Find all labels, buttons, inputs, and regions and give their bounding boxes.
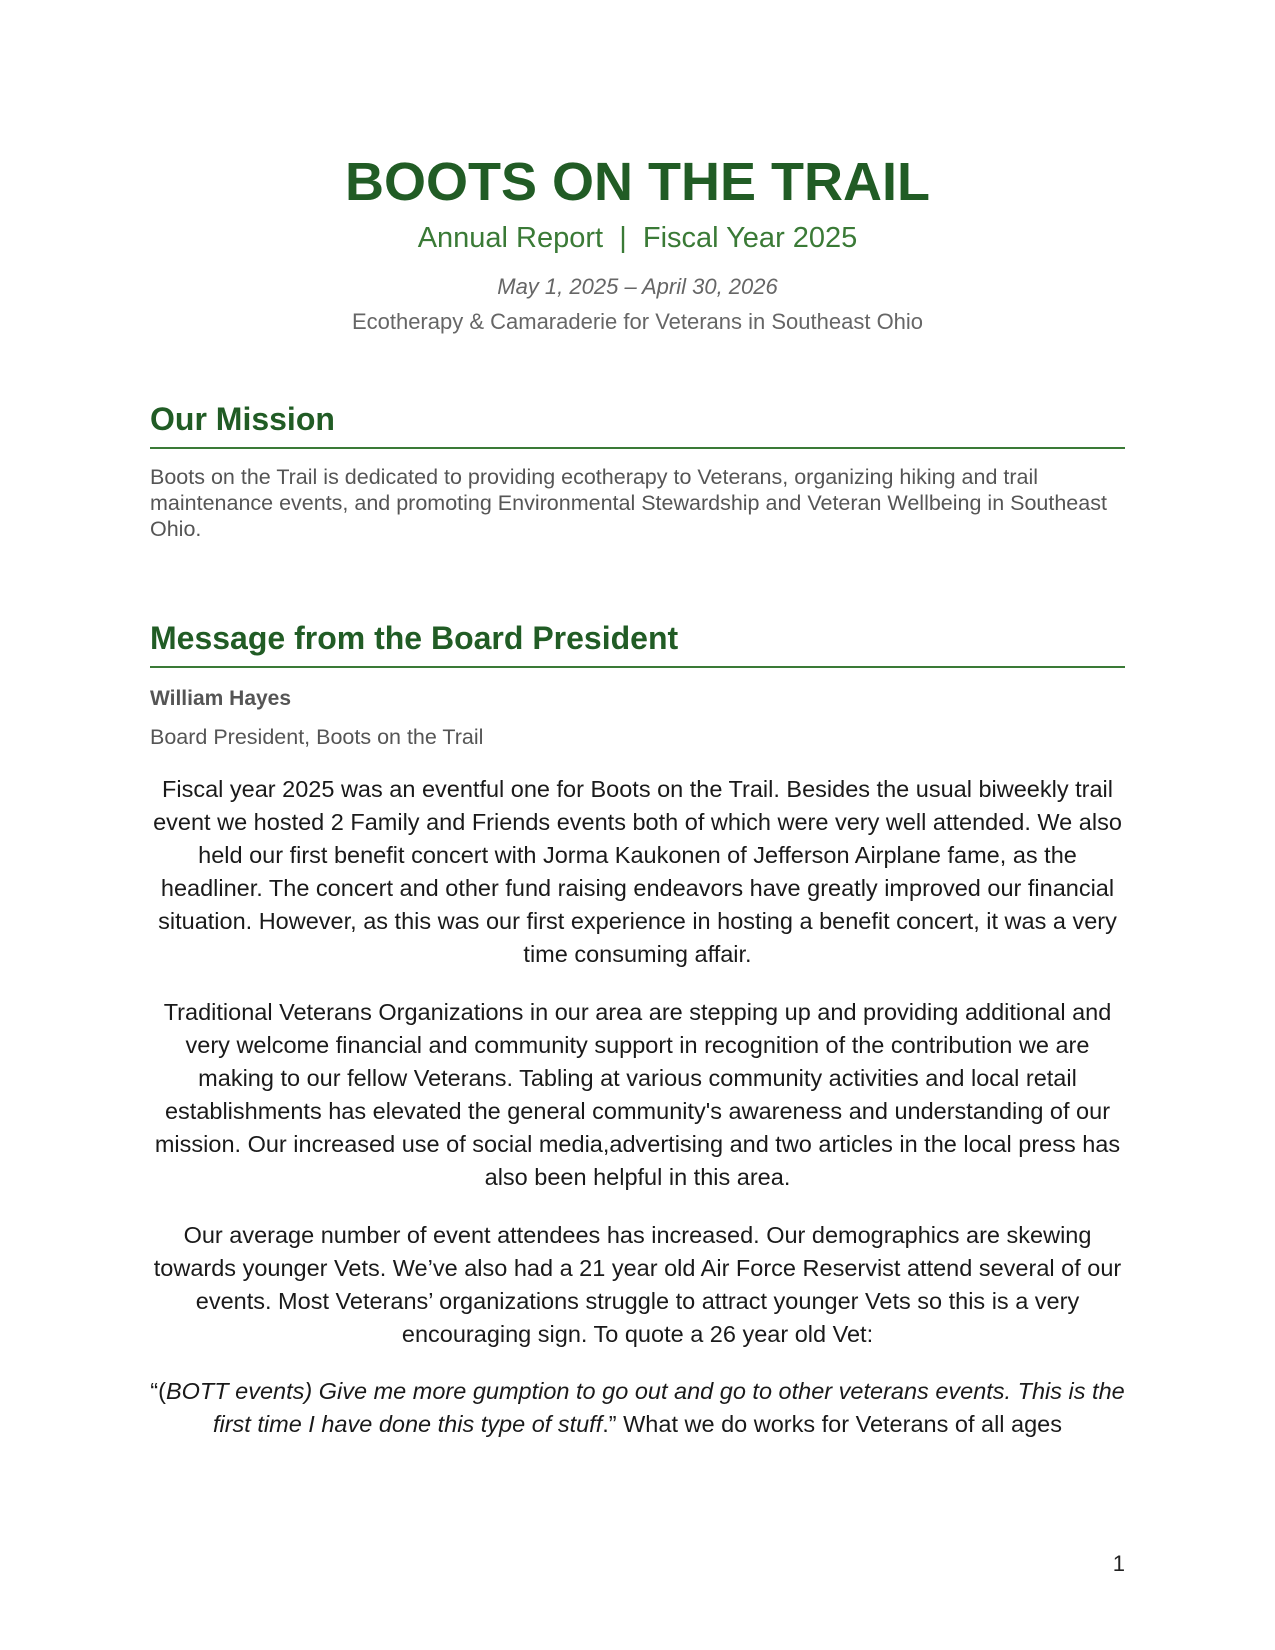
veteran-quote: BOTT events) Give me more gumption to go out and go to other veterans events. This is the first time I have done this type of stuff: [165, 1378, 1125, 1437]
report-subtitle: Annual Report | Fiscal Year 2025: [417, 222, 858, 254]
letter-paragraph-3: Our average number of event attendees has increased. Our demographics are skewing towards younger Vets. We’ve also had a 21 year old Air Force Reservist attend several of our events. Most Veterans’ organizations struggle to attract younger Vets so this is a very encouraging sign. To quote a 26 year old Vet:: [153, 1222, 1122, 1347]
quote-close: .” What we do works for Veterans of all ages: [602, 1411, 1062, 1437]
letter-paragraph-2: Traditional Veterans Organizations in our area are stepping up and providing additional and very welcome financial and community support in recognition of the contribution we are making to our fellow Veterans. Tabling at various community activities and local retail establishments has elevated the general community's awareness and understanding of our mission. Our increased use of social media,advertising and two articles in the local press has also been helpful in this area.: [154, 999, 1121, 1190]
fiscal-period-dates: May 1, 2025 – April 30, 2026: [497, 274, 778, 299]
letter-quote-paragraph: [150, 1375, 1125, 1441]
author-title: Board President, Boots on the Trail: [150, 725, 484, 749]
mission-text: Boots on the Trail is dedicated to providing ecotherapy to Veterans, organizing hiking and trail maintenance events, and promoting Environmental Stewardship and Veteran Wellbeing in Southeast Ohio.: [150, 465, 1107, 541]
quote-open: “(: [150, 1378, 166, 1404]
letter-paragraph-1: Fiscal year 2025 was an eventful one for Boots on the Trail. Besides the usual biweekly trail event we hosted 2 Family and Friends events both of which were very well attended. We also held our first benefit concert with Jorma Kaukonen of Jefferson Airplane fame, as the headliner. The concert and other fund raising endeavors have greatly improved our financial situation. However, as this was our first experience in hosting a benefit concert, it was a very time consuming affair.: [153, 776, 1122, 967]
author-name: William Hayes: [150, 687, 292, 710]
report-tagline: Ecotherapy & Camaraderie for Veterans in Southeast Ohio: [351, 309, 924, 334]
president-message-heading: Message from the Board President: [150, 618, 1125, 668]
mission-heading: Our Mission: [150, 399, 1125, 449]
page-number: 1: [1112, 1551, 1125, 1576]
report-title: BOOTS ON THE TRAIL: [345, 152, 930, 212]
